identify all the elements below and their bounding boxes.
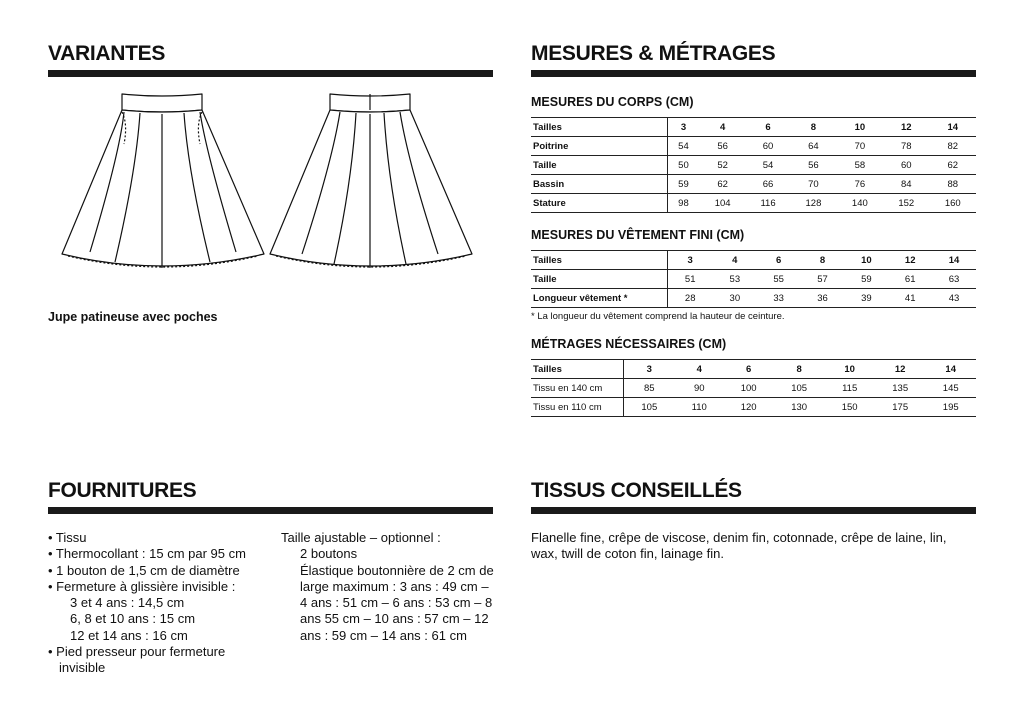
table-row — [531, 289, 976, 308]
table-row — [531, 156, 976, 175]
table-cell: 60 — [746, 137, 790, 156]
table-cell: 52 — [699, 156, 745, 175]
fabric-line: wax, twill de coton fin, lainage fin. — [531, 546, 724, 562]
table-cell: 59 — [667, 175, 699, 194]
table-cell: 59 — [844, 270, 888, 289]
table-cell: 98 — [667, 194, 699, 213]
table-cell: 62 — [929, 156, 976, 175]
table-cell: 116 — [746, 194, 790, 213]
row-label: Poitrine — [531, 137, 667, 156]
table-cell: 160 — [929, 194, 976, 213]
table-cell: 110 — [675, 398, 723, 417]
skirt-front-illustration — [60, 92, 265, 272]
header-cell: 6 — [723, 360, 774, 379]
header-cell: Tailles — [531, 251, 667, 270]
fabric-yardage-table — [531, 359, 976, 417]
table-row — [531, 137, 976, 156]
table-cell: 152 — [883, 194, 929, 213]
vetement-title: MESURES DU VÊTEMENT FINI (CM) — [531, 228, 745, 242]
table-cell: 64 — [790, 137, 836, 156]
mesures-title: MESURES & MÉTRAGES — [531, 42, 776, 65]
list-item: large maximum : 3 ans : 49 cm – — [300, 578, 489, 594]
table-cell: 60 — [883, 156, 929, 175]
header-cell: 3 — [667, 118, 699, 137]
table-cell: 140 — [837, 194, 883, 213]
table-row — [531, 270, 976, 289]
mesures-rule — [531, 70, 976, 77]
header-cell: 12 — [888, 251, 932, 270]
header-cell: 4 — [713, 251, 757, 270]
header-cell: 8 — [801, 251, 845, 270]
table-cell: 39 — [844, 289, 888, 308]
table-cell: 56 — [790, 156, 836, 175]
table-cell: 54 — [746, 156, 790, 175]
header-cell: 6 — [746, 118, 790, 137]
header-cell: Tailles — [531, 118, 667, 137]
length-footnote: * La longueur du vêtement comprend la hauteur de ceinture. — [531, 311, 785, 322]
table-cell: 61 — [888, 270, 932, 289]
header-cell: 12 — [875, 360, 926, 379]
header-cell: 12 — [883, 118, 929, 137]
header-cell: 14 — [932, 251, 976, 270]
list-item: 4 ans : 51 cm – 6 ans : 53 cm – 8 — [300, 595, 493, 611]
table-cell: 104 — [699, 194, 745, 213]
table-cell: 28 — [667, 289, 713, 308]
table-cell: 56 — [699, 137, 745, 156]
fabric-recommendations — [531, 530, 976, 563]
table-cell: 63 — [932, 270, 976, 289]
table-cell: 105 — [774, 379, 825, 398]
table-cell: 41 — [888, 289, 932, 308]
table-cell: 53 — [713, 270, 757, 289]
list-item: 6, 8 et 10 ans : 15 cm — [70, 611, 196, 627]
garment-measurements-table — [531, 250, 976, 308]
row-label: Taille — [531, 270, 667, 289]
table-cell: 43 — [932, 289, 976, 308]
table-cell: 195 — [925, 398, 976, 417]
table-cell: 175 — [875, 398, 926, 417]
row-label: Bassin — [531, 175, 667, 194]
list-item: • Tissu — [48, 530, 87, 545]
table-cell: 130 — [774, 398, 825, 417]
table-cell: 55 — [757, 270, 801, 289]
header-cell: 3 — [623, 360, 675, 379]
row-label: Tissu en 140 cm — [531, 379, 623, 398]
supplies-list — [48, 530, 273, 677]
header-cell: 4 — [699, 118, 745, 137]
table-cell: 135 — [875, 379, 926, 398]
table-cell: 50 — [667, 156, 699, 175]
table-cell: 120 — [723, 398, 774, 417]
table-cell: 150 — [824, 398, 875, 417]
table-cell: 70 — [790, 175, 836, 194]
table-cell: 54 — [667, 137, 699, 156]
table-cell: 82 — [929, 137, 976, 156]
tissus-rule — [531, 507, 976, 514]
metrages-title: MÉTRAGES NÉCESSAIRES (CM) — [531, 337, 727, 351]
list-item: 2 boutons — [300, 546, 358, 562]
table-cell: 33 — [757, 289, 801, 308]
table-header-row — [531, 118, 976, 137]
header-cell: 10 — [844, 251, 888, 270]
table-cell: 145 — [925, 379, 976, 398]
list-item: 12 et 14 ans : 16 cm — [70, 627, 188, 643]
table-cell: 78 — [883, 137, 929, 156]
table-cell: 128 — [790, 194, 836, 213]
row-label: Stature — [531, 194, 667, 213]
header-cell: 14 — [925, 360, 976, 379]
table-cell: 62 — [699, 175, 745, 194]
table-cell: 88 — [929, 175, 976, 194]
list-item: • 1 bouton de 1,5 cm de diamètre — [48, 562, 240, 578]
header-cell: 10 — [837, 118, 883, 137]
table-cell: 51 — [667, 270, 713, 289]
fournitures-rule — [48, 507, 493, 514]
table-cell: 84 — [883, 175, 929, 194]
variantes-title: VARIANTES — [48, 42, 166, 65]
list-item: 3 et 4 ans : 14,5 cm — [70, 595, 185, 611]
list-item: • Fermeture à glissière invisible : — [48, 578, 236, 594]
header-cell: 6 — [757, 251, 801, 270]
table-cell: 58 — [837, 156, 883, 175]
table-cell: 105 — [623, 398, 675, 417]
row-label: Taille — [531, 156, 667, 175]
header-cell: Tailles — [531, 360, 623, 379]
table-row — [531, 379, 976, 398]
header-cell: 4 — [675, 360, 723, 379]
table-cell: 85 — [623, 379, 675, 398]
row-label: Tissu en 110 cm — [531, 398, 623, 417]
table-cell: 57 — [801, 270, 845, 289]
corps-title: MESURES DU CORPS (CM) — [531, 95, 694, 109]
header-cell: 3 — [667, 251, 713, 270]
table-cell: 70 — [837, 137, 883, 156]
row-label: Longueur vêtement * — [531, 289, 667, 308]
list-item: Taille ajustable – optionnel : — [281, 530, 441, 545]
header-cell: 8 — [774, 360, 825, 379]
header-cell: 8 — [790, 118, 836, 137]
table-cell: 90 — [675, 379, 723, 398]
list-item: Élastique boutonnière de 2 cm de — [300, 562, 494, 578]
table-header-row — [531, 360, 976, 379]
table-row — [531, 194, 976, 213]
table-row — [531, 398, 976, 417]
table-cell: 66 — [746, 175, 790, 194]
list-item: • Thermocollant : 15 cm par 95 cm — [48, 546, 246, 562]
table-header-row — [531, 251, 976, 270]
table-cell: 115 — [824, 379, 875, 398]
variante-caption: Jupe patineuse avec poches — [48, 310, 218, 324]
header-cell: 10 — [824, 360, 875, 379]
body-measurements-table — [531, 117, 976, 213]
variantes-rule — [48, 70, 493, 77]
list-item: ans 55 cm – 10 ans : 57 cm – 12 — [300, 611, 489, 627]
skirt-back-illustration — [268, 92, 473, 272]
list-item: • Pied presseur pour fermeture — [48, 644, 226, 660]
adjustable-waist-notes — [281, 530, 496, 644]
fournitures-title: FOURNITURES — [48, 479, 197, 502]
table-cell: 30 — [713, 289, 757, 308]
table-cell: 100 — [723, 379, 774, 398]
fabric-line: Flanelle fine, crêpe de viscose, denim fin, cotonnade, crêpe de laine, lin, — [531, 530, 947, 545]
list-item: invisible — [59, 660, 106, 676]
header-cell: 14 — [929, 118, 976, 137]
table-row — [531, 175, 976, 194]
tissus-title: TISSUS CONSEILLÉS — [531, 479, 742, 502]
table-cell: 76 — [837, 175, 883, 194]
table-cell: 36 — [801, 289, 845, 308]
list-item: ans : 59 cm – 14 ans : 61 cm — [300, 627, 467, 643]
